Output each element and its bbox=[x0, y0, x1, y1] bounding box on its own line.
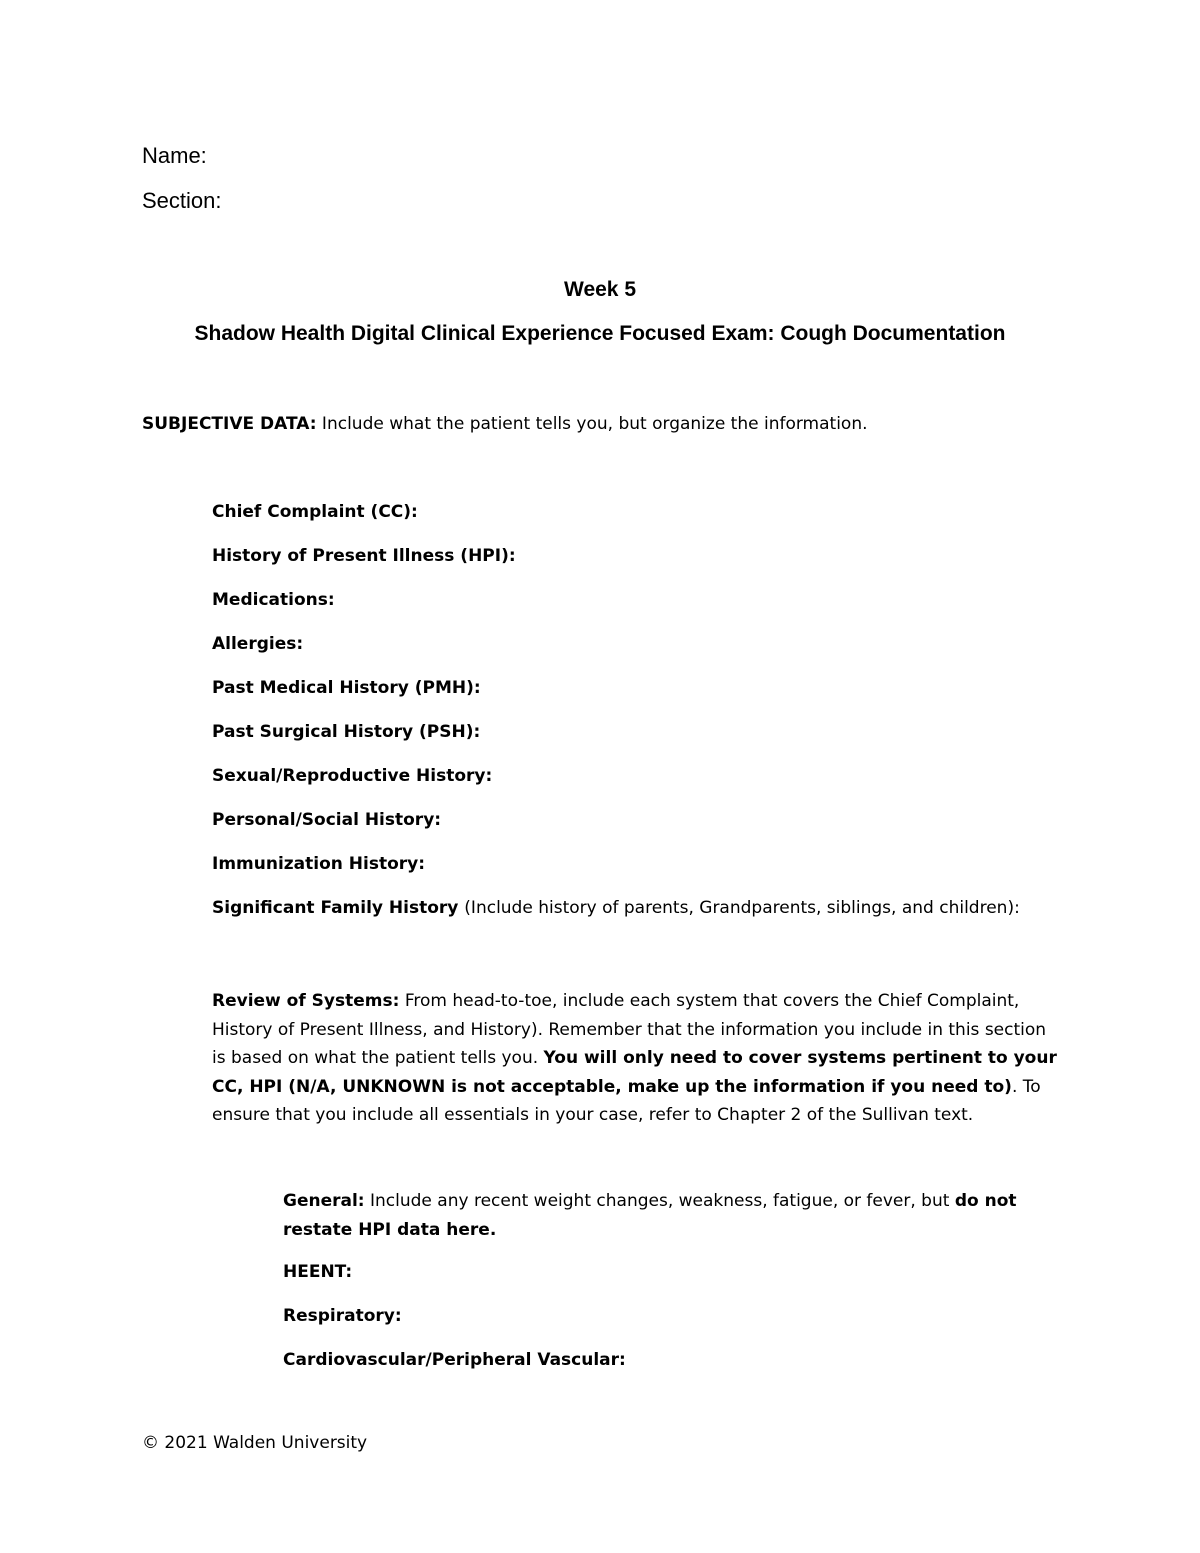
review-of-systems-instruction bbox=[212, 987, 1062, 1130]
field-psh: Past Surgical History (PSH): bbox=[212, 722, 481, 742]
system-heent: HEENT: bbox=[283, 1262, 353, 1282]
field-allergies: Allergies: bbox=[212, 634, 304, 654]
system-cardiovascular: Cardiovascular/Peripheral Vascular: bbox=[283, 1350, 626, 1370]
document-title: Shadow Health Digital Clinical Experience Focused Exam: Cough Documentation bbox=[194, 322, 1006, 345]
section-label: Section: bbox=[142, 188, 222, 213]
subjective-data-text: Include what the patient tells you, but organize the information. bbox=[316, 414, 868, 434]
general-bold-note: do not restate HPI data here. bbox=[283, 1191, 1017, 1240]
ros-text-2: . To ensure that you include all essentials in your case, refer to Chapter 2 of the Sullivan text. bbox=[212, 1076, 1041, 1125]
ros-label: Review of Systems: bbox=[212, 991, 400, 1011]
subjective-data-instruction bbox=[142, 414, 868, 434]
subjective-data-label: SUBJECTIVE DATA: bbox=[142, 414, 317, 434]
field-pmh: Past Medical History (PMH): bbox=[212, 678, 481, 698]
field-chief-complaint: Chief Complaint (CC): bbox=[212, 502, 418, 522]
general-label: General: bbox=[283, 1191, 365, 1211]
field-family-history bbox=[212, 898, 1020, 918]
ros-text-1: From head-to-toe, include each system that covers the Chief Complaint, History of Present Illness, and History). Remember that the information you include in this section is based on what the patient tells you. bbox=[212, 991, 1047, 1068]
field-immunization-history: Immunization History: bbox=[212, 854, 426, 874]
general-text: Include any recent weight changes, weakness, fatigue, or fever, but bbox=[364, 1191, 955, 1211]
field-personal-social-history: Personal/Social History: bbox=[212, 810, 442, 830]
week-title: Week 5 bbox=[564, 278, 636, 301]
family-history-text: (Include history of parents, Grandparents, siblings, and children): bbox=[464, 898, 1020, 918]
general-instruction bbox=[283, 1187, 1043, 1244]
field-medications: Medications: bbox=[212, 590, 335, 610]
ros-bold-note: You will only need to cover systems pertinent to your CC, HPI (N/A, UNKNOWN is not acceptable, make up the information if you need to) bbox=[212, 1048, 1057, 1097]
field-sexual-reproductive-history: Sexual/Reproductive History: bbox=[212, 766, 493, 786]
family-history-label: Significant Family History bbox=[212, 898, 465, 918]
name-label: Name: bbox=[142, 143, 207, 168]
copyright-footer: © 2021 Walden University bbox=[142, 1433, 368, 1453]
field-hpi: History of Present Illness (HPI): bbox=[212, 546, 516, 566]
system-respiratory: Respiratory: bbox=[283, 1306, 402, 1326]
